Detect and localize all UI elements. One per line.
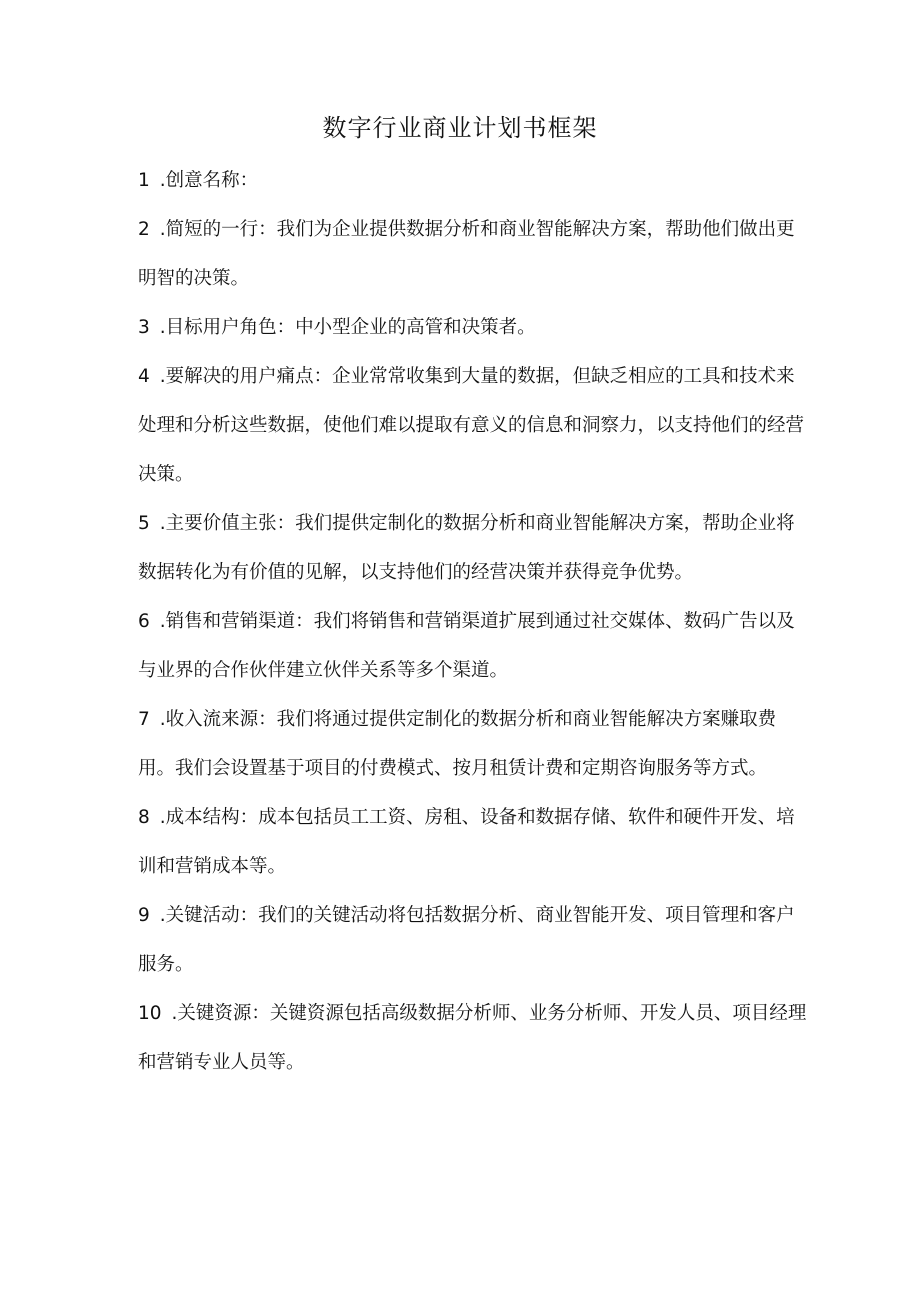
item-text: .销售和营销渠道：我们将销售和营销渠道扩展到通过社交媒体、数码广告以及与业界的合作伙伴建立伙伴关系等多个渠道。: [138, 611, 795, 681]
item-text: .收入流来源：我们将通过提供定制化的数据分析和商业智能解决方案赚取费用。我们会设置基于项目的付费模式、按月租赁计费和定期咨询服务等方式。: [138, 709, 777, 779]
item-text: .关键活动：我们的关键活动将包括数据分析、商业智能开发、项目管理和客户服务。: [138, 905, 795, 975]
item-number: 2: [138, 219, 150, 240]
document-body: [138, 156, 808, 1087]
item-number: 5: [138, 513, 150, 534]
list-item: [138, 695, 808, 793]
item-text: .简短的一行：我们为企业提供数据分析和商业智能解决方案，帮助他们做出更明智的决策。: [138, 219, 795, 289]
list-item: [138, 989, 808, 1087]
list-item: [138, 891, 808, 989]
item-number: 4: [138, 366, 150, 387]
item-number: 8: [138, 807, 150, 828]
item-text: .关键资源：关键资源包括高级数据分析师、业务分析师、开发人员、项目经理和营销专业人员等。: [138, 1003, 807, 1073]
item-number: 6: [138, 611, 150, 632]
list-item: [138, 793, 808, 891]
item-number: 9: [138, 905, 150, 926]
item-number: 10: [138, 1003, 162, 1024]
item-text: .创意名称：: [159, 170, 259, 191]
list-item: [138, 352, 808, 499]
item-number: 3: [138, 317, 150, 338]
list-item: [138, 597, 808, 695]
list-item: [138, 499, 808, 597]
item-text: .要解决的用户痛点：企业常常收集到大量的数据，但缺乏相应的工具和技术来处理和分析这些数据，使他们难以提取有意义的信息和洞察力，以支持他们的经营决策。: [138, 366, 805, 485]
item-text: .主要价值主张：我们提供定制化的数据分析和商业智能解决方案，帮助企业将数据转化为有价值的见解，以支持他们的经营决策并获得竞争优势。: [138, 513, 795, 583]
document-title: 数字行业商业计划书框架: [322, 114, 598, 142]
item-number: 7: [138, 709, 150, 730]
list-item: [138, 303, 808, 352]
item-number: 1: [138, 170, 150, 191]
list-item: [138, 156, 808, 205]
item-text: .成本结构：成本包括员工工资、房租、设备和数据存储、软件和硬件开发、培训和营销成本等。: [138, 807, 795, 877]
item-text: .目标用户角色：中小型企业的高管和决策者。: [159, 317, 536, 338]
list-item: [138, 205, 808, 303]
